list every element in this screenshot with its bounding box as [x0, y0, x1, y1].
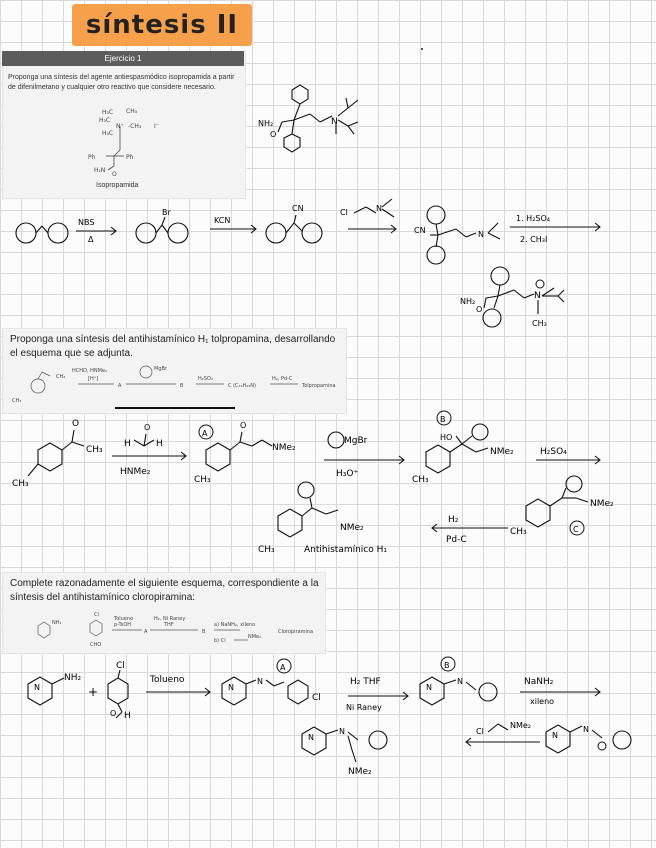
- scheme1-reagent-kcn: KCN: [214, 216, 231, 225]
- mini2-h2so4: H₂SO₄: [198, 376, 213, 382]
- exercise1-caption: Isopropamida: [96, 182, 139, 189]
- s2-formaldehyde-h1: H: [124, 439, 131, 449]
- s2-ketone-ch3: CH₃: [86, 445, 103, 455]
- iso-hw-o: O: [270, 130, 277, 139]
- s2-ketone-o: O: [72, 419, 80, 429]
- s3-b-nh: N: [457, 677, 463, 686]
- s2-label-c: C: [573, 525, 579, 534]
- mini2-c: C (C₁₉H₂₃N): [228, 383, 256, 389]
- s2-pdc: Pd-C: [446, 535, 467, 545]
- s2-b-nme2: NMe₂: [490, 447, 514, 457]
- exercise1-header: Ejercicio 1: [2, 51, 244, 66]
- iso-h3c-1: H₃C: [102, 109, 114, 116]
- s3-clreag: Cl: [476, 727, 484, 736]
- iso-ch3-2: -CH₃: [128, 123, 142, 130]
- s2-label-a: A: [202, 429, 208, 438]
- s2-ketone-ring-ch3: CH₃: [12, 479, 29, 489]
- scheme1-reagent-heat: Δ: [88, 235, 94, 244]
- s3-aldehyde-o: O: [110, 709, 117, 718]
- mini2-a: A: [118, 383, 122, 389]
- s2-h3o: H₃O⁺: [336, 469, 359, 479]
- mini2-reagent1: HCHO, HNMe₂: [72, 368, 108, 374]
- s3-final-nme2: NMe₂: [348, 767, 372, 777]
- mini3-reagent1: Tolueno: [114, 616, 134, 622]
- iso-ch3-1: CH₃: [126, 108, 138, 115]
- scheme1-positive-charge-icon: [536, 280, 544, 288]
- mini3-a: A: [144, 629, 148, 635]
- s3-final-ring-n: N: [308, 733, 314, 742]
- scheme1-final-n: N: [534, 291, 541, 301]
- mini3-cl: Cl: [94, 612, 99, 618]
- mini3-b: B: [202, 629, 206, 635]
- iso-nplus: N⁺: [116, 123, 124, 130]
- scheme1-final-product: [458, 262, 588, 332]
- s2-c-ch3: CH₃: [510, 527, 527, 537]
- mini2-h2: H₂, Pd-C: [272, 376, 293, 382]
- title-banner: [72, 4, 252, 46]
- s2-a-ch3: CH₃: [194, 475, 211, 485]
- s2-formaldehyde-h2: H: [156, 439, 163, 449]
- scheme1-product-cn: CN: [414, 226, 426, 235]
- iso-hw-n: N: [331, 117, 338, 127]
- mini2-b: B: [180, 383, 184, 389]
- scheme1-reagent-nbs: NBS: [78, 218, 95, 227]
- s3-niraney: Ni Raney: [346, 703, 382, 712]
- scheme1-final-nh2: NH₂: [460, 297, 476, 306]
- scheme1-reagent4-top: 1. H₂SO₄: [516, 214, 550, 223]
- s3-label-a: A: [280, 663, 286, 672]
- s3-label-b: B: [444, 661, 450, 670]
- iso-ph-2: Ph: [126, 154, 134, 161]
- s3-b-ring-n: N: [426, 683, 432, 692]
- scheme1-reagent3-cl: Cl: [340, 208, 348, 217]
- s3-nh2: NH₂: [64, 673, 82, 683]
- mini3-product: Cloropiramina: [278, 629, 314, 635]
- s3-negative-charge-icon: [598, 742, 606, 750]
- iso-h3c-2: H₃C: [99, 117, 111, 124]
- isopropamide-handwritten: [250, 82, 370, 162]
- mini3-cho: CHO: [90, 642, 102, 648]
- s3-a-cl: Cl: [312, 693, 321, 703]
- exercise2-underline: [115, 407, 235, 409]
- mini3-reagent3: a) NaNH₂, xileno: [214, 622, 256, 628]
- s2-label-b: B: [440, 415, 446, 424]
- exercise2-prompt: Proponga una síntesis del antihistamínico H₁ tolpropamina, desarrollando el esquema que se adjunta.: [10, 334, 336, 359]
- s2-b-ho: HO: [440, 433, 453, 442]
- scheme1-row: [0, 195, 656, 270]
- mini3-reagent3b: b) Cl: [214, 638, 226, 644]
- s3-cl: Cl: [116, 661, 125, 671]
- s3-nanh2: NaNH₂: [524, 677, 554, 687]
- mini3-nme2: NMe₂: [248, 634, 262, 640]
- s3-aminopyridine-n: N: [34, 683, 40, 692]
- dot-mark: [421, 48, 423, 50]
- exercise2-mini-scheme: [8, 362, 344, 408]
- iso-ph-1: Ph: [88, 154, 96, 161]
- mini3-reagent2: H₂, Ni Raney: [154, 616, 186, 622]
- s2-h2: H₂: [448, 515, 459, 525]
- scheme1-cn: CN: [292, 204, 304, 213]
- iso-h2n: H₂N: [94, 167, 106, 174]
- exercise3-mini-scheme: [8, 606, 324, 652]
- s3-a-ring-n: N: [228, 683, 234, 692]
- s3-final-n: N: [339, 727, 345, 736]
- s2-reagent-hnme2: HNMe₂: [120, 467, 151, 477]
- s3-clreag-nme2: NMe₂: [510, 721, 532, 730]
- scheme1-final-o: O: [476, 305, 483, 314]
- s2-grignard: MgBr: [344, 436, 368, 446]
- iso-iodide: I⁻: [154, 123, 159, 130]
- mini3-reagent2b: THF: [164, 622, 174, 628]
- scheme1-reagent4-bottom: 2. CH₃I: [520, 235, 548, 244]
- s3-anion-ring-n: N: [552, 731, 558, 740]
- s3-xileno: xileno: [530, 697, 555, 706]
- mini2-h3c: CH₃: [12, 398, 22, 404]
- s3-tolueno: Tolueno: [150, 675, 185, 685]
- s2-formaldehyde-o: O: [144, 423, 151, 432]
- page-title: síntesis II: [85, 10, 239, 40]
- iso-o: O: [112, 171, 117, 178]
- scheme1-reagent3-n: N: [376, 204, 382, 213]
- s3-anion-n: N: [583, 725, 589, 734]
- s2-c-nme2: NMe₂: [590, 499, 614, 509]
- s2-final-ch3: CH₃: [258, 545, 275, 555]
- isopropamide-structure: [80, 104, 190, 182]
- s2-h2so4: H₂SO₄: [540, 447, 567, 457]
- mini2-reagent1b: [H⁺]: [88, 376, 99, 382]
- iso-hw-nh2: NH₂: [258, 119, 274, 128]
- s3-plus: +: [88, 685, 99, 699]
- s3-aldehyde-h: H: [124, 711, 131, 721]
- s2-b-ch3: CH₃: [412, 475, 429, 485]
- s2-a-nme2: NMe₂: [272, 443, 296, 453]
- mini3-nh2: NH₂: [52, 620, 62, 626]
- exercise1-prompt: Proponga una síntesis del agente antiespasmódico isopropamida a partir de difenilmetano y cualquier otro reactivo que considere necesario.: [8, 74, 235, 91]
- s2-final-label: Antihistamínico H₁: [304, 545, 387, 555]
- scheme1-br: Br: [162, 208, 171, 217]
- s2-final-nme2: NMe₂: [340, 523, 364, 533]
- mini2-product: Tolpropamina: [302, 383, 336, 389]
- scheme3-row2: [0, 712, 656, 782]
- scheme1-final-ch3: CH₃: [532, 319, 547, 328]
- exercise3-prompt: Complete razonadamente el siguiente esquema, correspondiente a la síntesis del antihistamínico cloropiramina:: [10, 578, 319, 603]
- mini2-grignard: MgBr: [154, 366, 167, 372]
- s3-h2thf: H₂ THF: [350, 677, 381, 687]
- s3-a-imine-n: N: [257, 677, 263, 686]
- s2-a-o: O: [240, 421, 247, 430]
- mini3-reagent1b: p-TsOH: [114, 622, 132, 628]
- iso-h3c-3: H₃C: [102, 130, 114, 137]
- scheme1-product-n: N: [478, 230, 484, 239]
- scheme2-row2: [0, 470, 656, 560]
- mini2-ch3: CH₃: [56, 374, 66, 380]
